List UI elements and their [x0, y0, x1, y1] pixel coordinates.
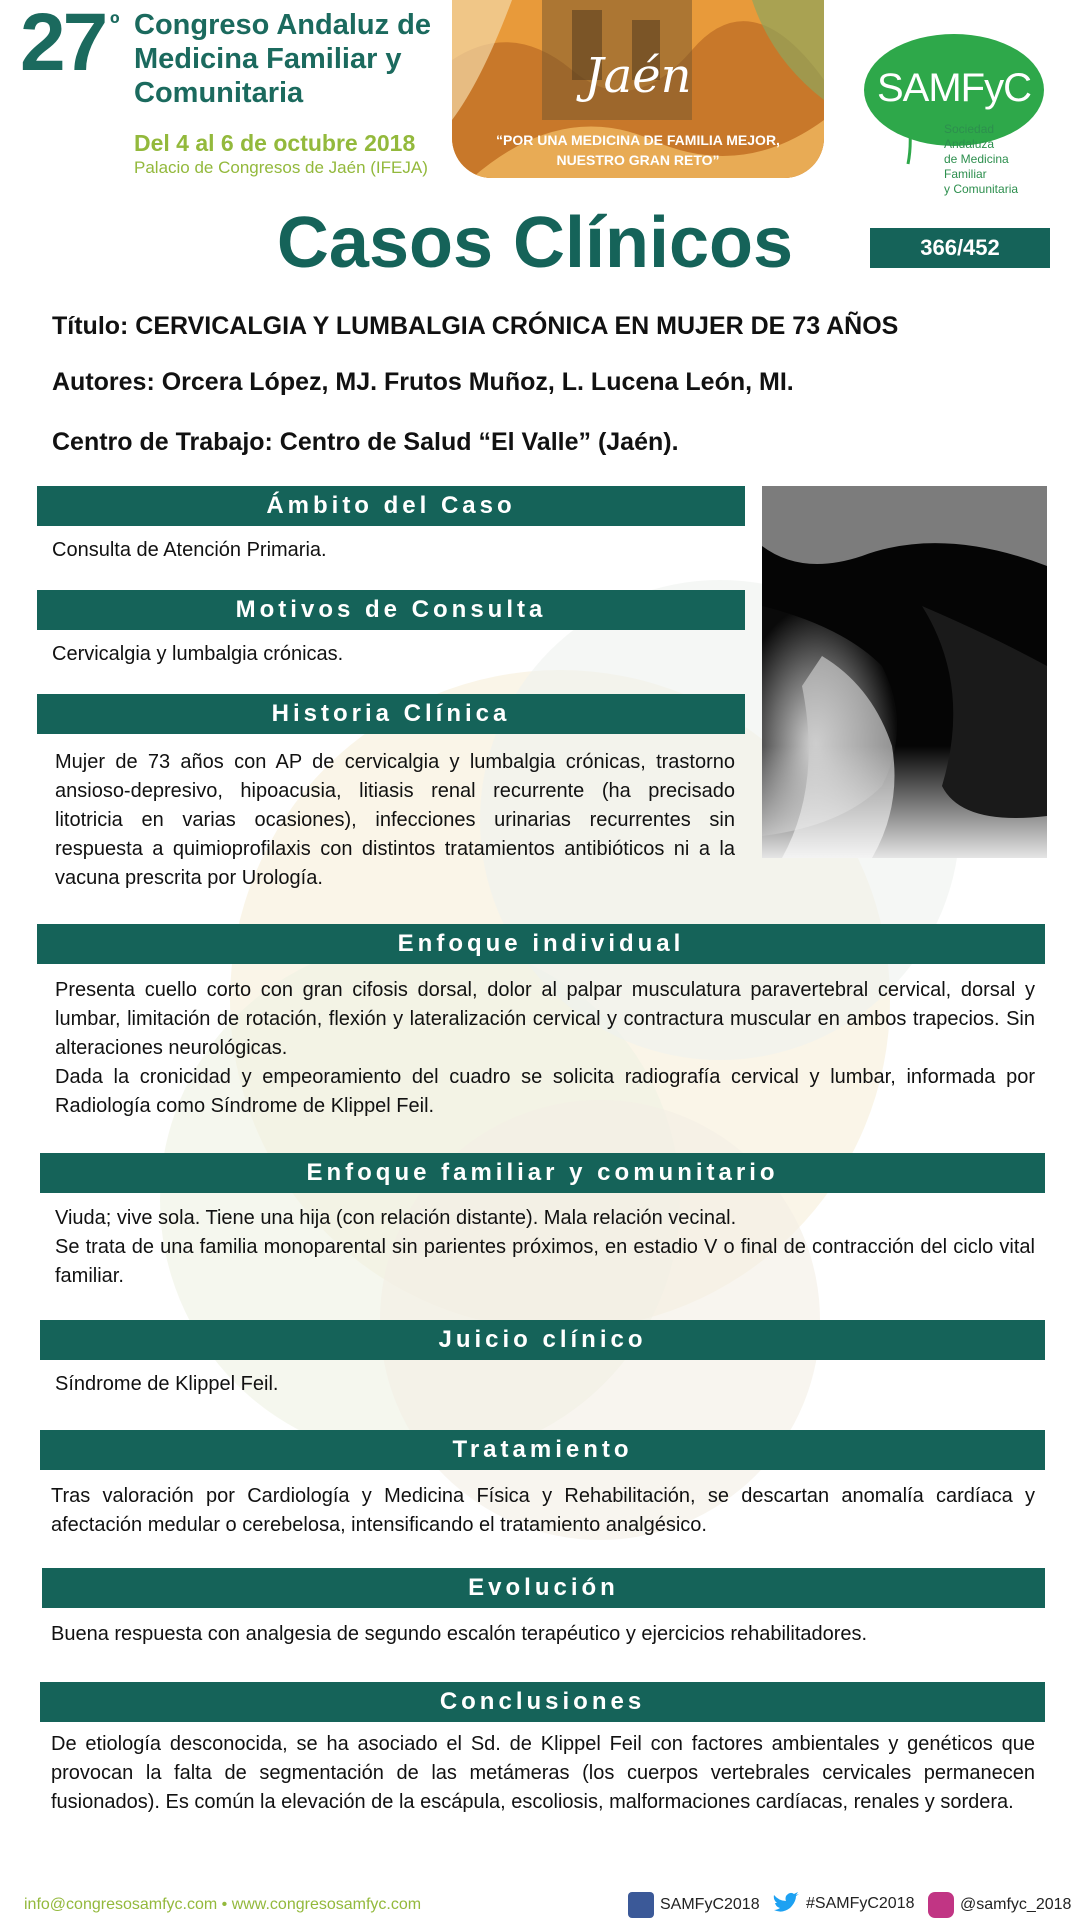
section-text-evolucion: Buena respuesta con analgesia de segundo escalón terapéutico y ejercicios rehabilitadores. [51, 1623, 868, 1645]
facebook-icon [628, 1892, 654, 1918]
xray-image [762, 486, 1047, 858]
section-heading-individual: Enfoque individual [37, 924, 1045, 964]
familiar-paragraph-1: Viuda; vive sola. Tiene una hija (con relación distante). Mala relación vecinal. [55, 1207, 737, 1229]
case-number-badge: 366/452 [870, 228, 1050, 268]
footer-facebook[interactable] [628, 1892, 760, 1918]
case-title: Título: CERVICALGIA Y LUMBALGIA CRÓNICA EN MUJER DE 73 AÑOS [52, 312, 899, 340]
section-heading-familiar: Enfoque familiar y comunitario [40, 1153, 1045, 1193]
section-heading-historia: Historia Clínica [37, 694, 745, 734]
city-poster-image [452, 0, 824, 178]
congress-dates: Del 4 al 6 de octubre 2018 [134, 130, 416, 156]
case-authors: Autores: Orcera López, MJ. Frutos Muñoz, L. Lucena León, MI. [52, 368, 794, 396]
section-heading-juicio: Juicio clínico [40, 1320, 1045, 1360]
section-heading-ambito: Ámbito del Caso [37, 486, 745, 526]
section-text-individual [55, 976, 1035, 1121]
twitter-handle: #SAMFyC2018 [806, 1895, 915, 1912]
section-text-tratamiento: Tras valoración por Cardiología y Medicina Física y Rehabilitación, se descartan anomalía cardíaca y afectación medular o cerebelosa, intensificando el tratamiento analgésico. [51, 1485, 1035, 1536]
poster-motto: “POR UNA MEDICINA DE FAMILIA MEJOR, NUESTRO GRAN RETO” [496, 132, 780, 168]
page-title: Casos Clínicos [276, 203, 794, 283]
section-heading-tratamiento: Tratamiento [40, 1430, 1045, 1470]
section-text-familiar [55, 1204, 1035, 1291]
section-heading-evolucion: Evolución [42, 1568, 1045, 1608]
instagram-icon [928, 1892, 954, 1918]
individual-paragraph-2: Dada la cronicidad y empeoramiento del cuadro se solicita radiografía cervical y lumbar, informada por Radiología como Síndrome de Klippel Feil. [55, 1066, 1035, 1117]
footer-contact: info@congresosamfyc.com • www.congresosamfyc.com [24, 1896, 422, 1913]
edition-number: 27 [20, 0, 106, 88]
case-workplace: Centro de Trabajo: Centro de Salud “El Valle” (Jaén). [52, 428, 679, 456]
congress-title: Congreso Andaluz de Medicina Familiar y Comunitaria [134, 9, 431, 109]
footer-instagram[interactable] [928, 1892, 1071, 1918]
logo-text: SAMFyC [877, 66, 1031, 110]
individual-paragraph-1: Presenta cuello corto con gran cifosis dorsal, dolor al palpar musculatura paravertebral cervical, dorsal y lumbar, limitación de rotación, flexión y lateralización cervical y contractura muscular en ambos trapecios. Sin alteraciones neurológicas. [55, 979, 1035, 1059]
section-text-conclusiones: De etiología desconocida, se ha asociado el Sd. de Klippel Feil con factores ambientales y genéticos que provocan la falta de segmentación de las metámeras (los cuerpos vertebrales cervicales permanecen fusionados). Es común la elevación de la escápula, escoliosis, malformaciones cardíacas, renales y sordera. [51, 1733, 1035, 1813]
section-heading-conclusiones: Conclusiones [40, 1682, 1045, 1722]
twitter-icon [772, 1892, 800, 1916]
section-text-ambito: Consulta de Atención Primaria. [52, 539, 327, 561]
footer-twitter[interactable] [772, 1892, 915, 1916]
section-heading-motivos: Motivos de Consulta [37, 590, 745, 630]
facebook-handle: SAMFyC2018 [660, 1896, 760, 1913]
poster-city-name: Jaén [584, 48, 692, 104]
logo-subtitle: Sociedad Andaluza de Medicina Familiar y Comunitaria [944, 122, 1019, 196]
samfyc-logo [864, 14, 1044, 196]
instagram-handle: @samfyc_2018 [960, 1896, 1072, 1913]
congress-venue: Palacio de Congresos de Jaén (IFEJA) [134, 158, 428, 177]
familiar-paragraph-2: Se trata de una familia monoparental sin parientes próximos, en estadio V o final de contracción del ciclo vital familiar. [55, 1236, 1035, 1287]
section-text-motivos: Cervicalgia y lumbalgia crónicas. [52, 643, 344, 665]
edition-ordinal: º [110, 8, 120, 38]
section-text-juicio: Síndrome de Klippel Feil. [55, 1373, 279, 1395]
section-text-historia: Mujer de 73 años con AP de cervicalgia y lumbalgia crónicas, trastorno ansioso-depresivo, hipoacusia, litiasis renal recurrente (ha precisado litotricia en varias ocasiones), infecciones urinarias recurrentes sin respuesta a quimioprofilaxis con distintos tratamientos antibióticos ni a la vacuna prescrita por Urología. [55, 751, 735, 889]
